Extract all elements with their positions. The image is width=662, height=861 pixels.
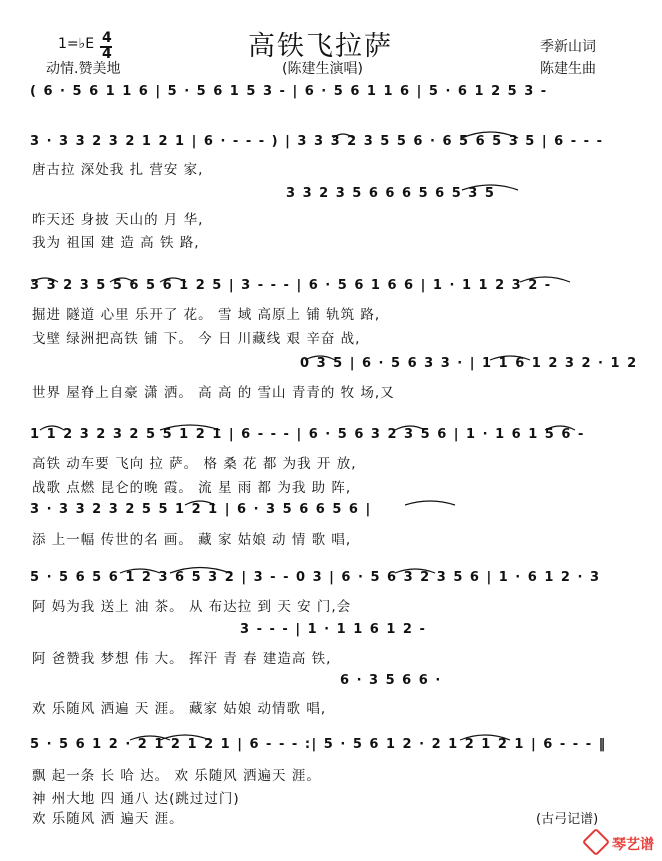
notation-line: 3 3 2 3 5 6 6 6 5 6 5 3 5 (286, 186, 496, 201)
lyric-line: 欢 乐随风 洒 遍天 涯。 (32, 811, 184, 827)
notation-line: 0 3 5 | 6 · 5 6 3 3 · | 1 1 6 1 2 3 2 · 1 2 (300, 356, 638, 371)
lyric-line: 阿 妈为我 送上 油 茶。 从 布达拉 到 天 安 门,会 (32, 599, 352, 615)
composer: 陈建生曲 (540, 61, 596, 77)
time-signature-bottom: 4 (102, 46, 112, 62)
lyric-line: 戈壁 绿洲把高铁 铺 下。 今 日 川藏线 艰 辛奋 战, (32, 331, 361, 347)
notation-line: ( 6 · 5 6 1 1 6 | 5 · 5 6 1 5 3 - | 6 · 5 6 1 1 6 | 5 · 6 1 2 5 3 - (30, 84, 548, 99)
expression-marking: 动情.赞美地 (46, 61, 121, 77)
page-title: 高铁飞拉萨 (248, 31, 393, 62)
lyric-line: 掘进 隧道 心里 乐开了 花。 雪 域 高原上 铺 轨筑 路, (32, 307, 381, 323)
lyric-line: 飘 起一条 长 哈 达。 欢 乐随风 洒遍天 涯。 (32, 768, 321, 784)
singer: (陈建生演唱) (282, 61, 363, 77)
lyric-line: 世界 屋脊上自豪 潇 洒。 高 高 的 雪山 青青的 牧 场,又 (32, 385, 395, 401)
lyric-line: 我为 祖国 建 造 高 铁 路, (32, 235, 200, 251)
notation-line: 3 · 3 3 2 3 2 5 5 1 2 1 | 6 · 3 5 6 6 5 6 | (30, 502, 372, 517)
lyric-line: 唐古拉 深处我 扎 营安 家, (32, 162, 204, 178)
lyric-line: 阿 爸赞我 梦想 伟 大。 挥汗 青 春 建造高 铁, (32, 651, 332, 667)
notation-line: 5 · 5 6 1 2 · 2 1 2 1 2 1 | 6 - - - :| 5 · 5 6 1 2 · 2 1 2 1 2 1 | 6 - - - ‖ (30, 737, 607, 752)
lyric-line: 高铁 动车要 飞向 拉 萨。 格 桑 花 都 为我 开 放, (32, 456, 357, 472)
notation-line: 3 - - - | 1 · 1 1 6 1 2 - (240, 622, 427, 637)
key-signature: 1=♭E (58, 36, 95, 52)
notation-line: 6 · 3 5 6 6 · (340, 673, 442, 688)
notation-line: 1 1 2 3 2 3 2 5 5 1 2 1 | 6 - - - | 6 · 5 6 3 2 3 5 6 | 1 · 1 6 1 5 6 - (30, 427, 585, 442)
notation-line: 3 3 2 3 5 5 6 5 6 1 2 5 | 3 - - - | 6 · 5 6 1 6 6 | 1 · 1 1 2 3 2 - (30, 278, 552, 293)
lyric-line: 战歌 点燃 昆仑的晚 霞。 流 星 雨 都 为我 助 阵, (32, 480, 352, 496)
watermark-text: 琴艺谱 (612, 837, 654, 853)
lyric-line: 昨天还 身披 天山的 月 华, (32, 212, 204, 228)
watermark-logo (586, 832, 654, 854)
transcriber-note: (古弓记谱) (536, 812, 599, 827)
lyric-line: 添 上一幅 传世的名 画。 藏 家 姑娘 动 情 歌 唱, (32, 532, 352, 548)
notation-line: 3 · 3 3 2 3 2 1 2 1 | 6 · - - - ) | 3 3 3 2 3 5 5 6 · 6 5 6 5 3 5 | 6 - - - (30, 134, 604, 149)
qin-logo-icon (582, 828, 610, 856)
lyric-line: 欢 乐随风 洒遍 天 涯。 藏家 姑娘 动情歌 唱, (32, 701, 327, 717)
time-signature-top: 4 (102, 30, 112, 46)
notation-line: 5 · 5 6 5 6 1 2 3 6 5 3 2 | 3 - - 0 3 | 6 · 5 6 3 2 3 5 6 | 1 · 6 1 2 · 3 (30, 570, 601, 585)
lyricist: 季新山词 (540, 39, 596, 55)
lyric-line: 神 州大地 四 通八 达(跳过过门) (32, 791, 240, 807)
